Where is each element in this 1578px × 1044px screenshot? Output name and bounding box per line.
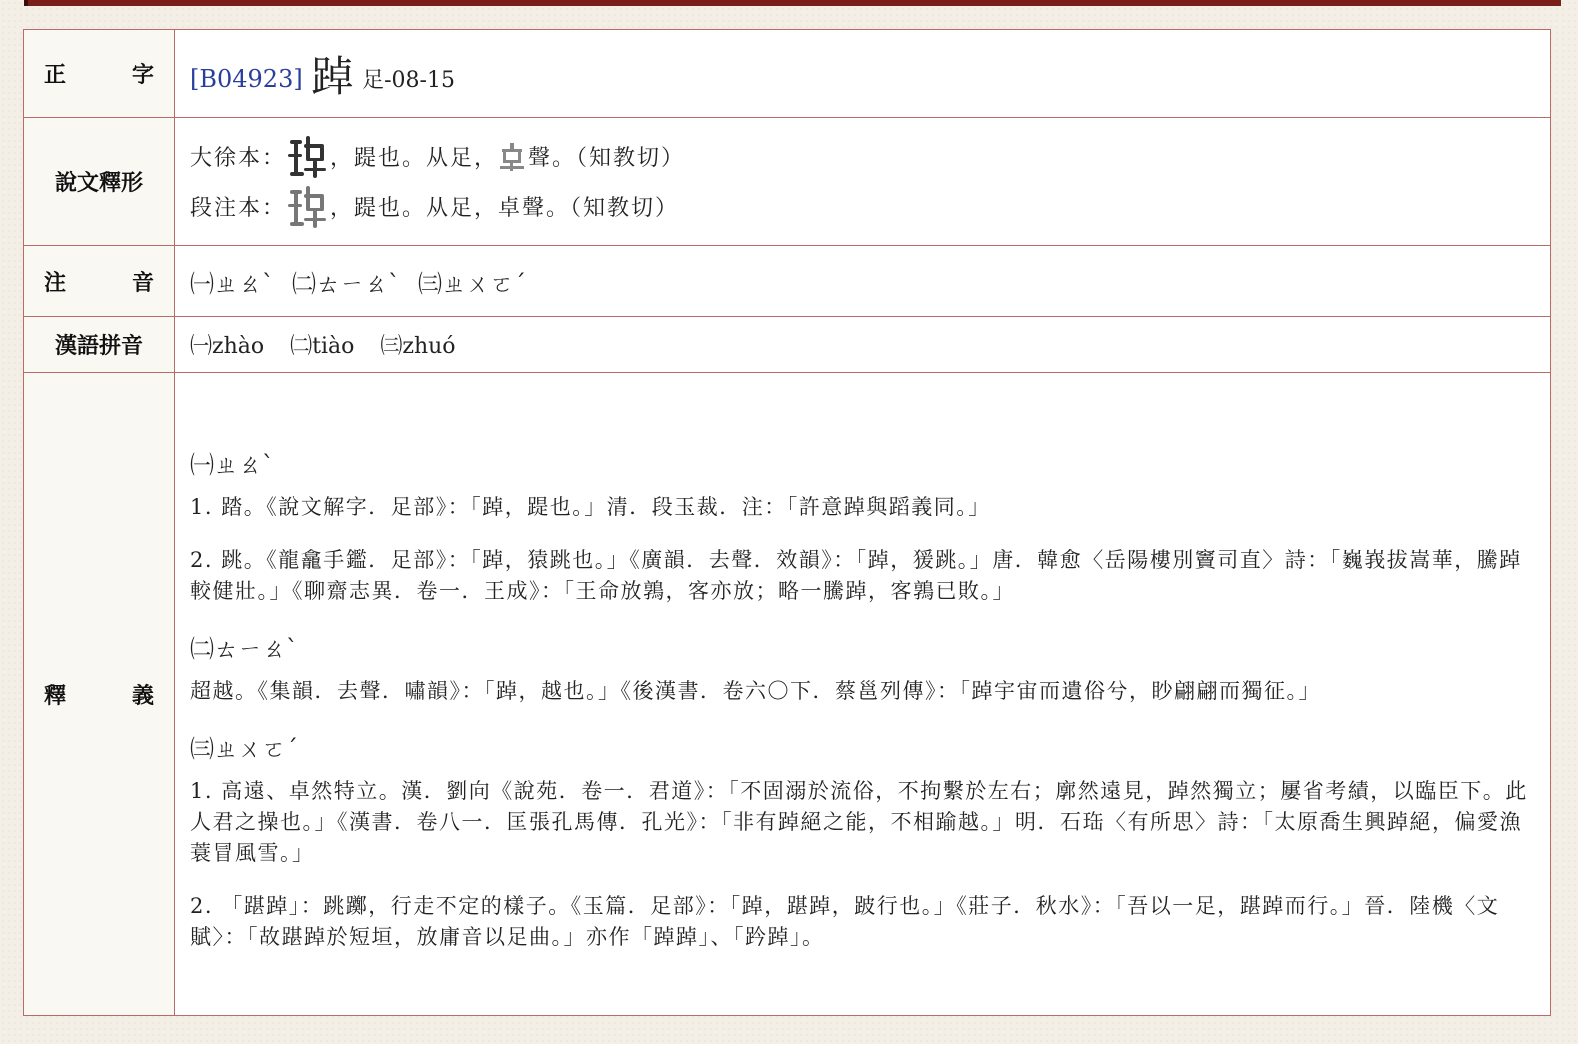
radical-stroke: 足-08-15 bbox=[362, 67, 455, 93]
definitions bbox=[190, 423, 1536, 965]
zhengzi-content bbox=[175, 30, 1551, 118]
pinyin-reading-2: ㈡tiào bbox=[290, 334, 355, 359]
definition-sense: 2. 「踸踔」：跳躑，行走不定的樣子。《玉篇．足部》：「踔，踸踔，跛行也。」《莊子．秋水》：「吾以一足，踸踔而行。」晉．陸機〈文賦〉：「故踸踔於短垣，放庸音以足曲。」亦作「踔踔」、「趻踔」。 bbox=[190, 894, 1500, 949]
row-shuowen bbox=[24, 118, 1551, 246]
shuowen-daxu-text-b: 聲。（知教切） bbox=[528, 146, 686, 171]
shuowen-line-daxu bbox=[190, 134, 1536, 180]
label-shuowen: 說文釋形 bbox=[24, 118, 175, 246]
definition-heading-2: ㈡ㄊㄧㄠˋ bbox=[190, 635, 298, 663]
zhuyin-content bbox=[175, 246, 1551, 317]
row-zhuyin bbox=[24, 246, 1551, 317]
label-shiyi: 釋 義 bbox=[24, 373, 175, 1016]
shuowen-duanzhu-prefix: 段注本： bbox=[190, 196, 287, 221]
shuowen-daxu-prefix: 大徐本： bbox=[190, 146, 287, 171]
zhuyin-reading-3: ㈢ㄓㄨㄛˊ bbox=[418, 269, 526, 298]
definition-heading-3: ㈢ㄓㄨㄛˊ bbox=[190, 735, 298, 763]
definition-sense: 超越。《集韻．去聲．嘯韻》：「踔，越也。」《後漢書．卷六〇下．蔡邕列傳》：「踔宇宙而遺俗兮，眇翩翩而獨征。」 bbox=[190, 679, 1321, 703]
seal-script-glyph-icon bbox=[288, 134, 328, 180]
zhuyin-list bbox=[190, 264, 1536, 299]
entry-character: 踔 bbox=[311, 51, 354, 101]
seal-script-component-icon bbox=[498, 143, 528, 171]
definition-sense: 2. 跳。《龍龕手鑑．足部》：「踔，猿跳也。」《廣韻．去聲．效韻》：「踔，猨跳。」唐．韓愈〈岳陽樓別竇司直〉詩：「巍峩拔嵩華，騰踔較健壯。」《聊齋志異．卷一．王成》：「王命放鶉，客亦放；略一騰踔，客鶉已敗。」 bbox=[190, 548, 1522, 603]
row-zhengzi bbox=[24, 30, 1551, 118]
zhuyin-reading-1: ㈠ㄓㄠˋ bbox=[190, 269, 274, 298]
definition-heading-1: ㈠ㄓㄠˋ bbox=[190, 451, 274, 479]
pinyin-content bbox=[175, 317, 1551, 373]
pinyin-reading-3: ㈢zhuó bbox=[380, 334, 456, 359]
shiyi-content bbox=[175, 373, 1551, 1016]
seal-script-glyph-icon bbox=[288, 184, 328, 230]
shuowen-line-duanzhu bbox=[190, 184, 1536, 230]
definition-sense: 1. 踏。《說文解字．足部》：「踔，踶也。」清．段玉裁．注：「許意踔與蹈義同。」 bbox=[190, 495, 991, 519]
entry-code-link[interactable]: [B04923] bbox=[190, 64, 303, 93]
row-pinyin bbox=[24, 317, 1551, 373]
dictionary-entry-table bbox=[23, 29, 1551, 1016]
shuowen-daxu-text-a: ，踶也。从足， bbox=[330, 146, 499, 171]
label-zhuyin: 注 音 bbox=[24, 246, 175, 317]
label-zhengzi: 正 字 bbox=[24, 30, 175, 118]
pinyin-list bbox=[190, 329, 1536, 360]
shuowen-duanzhu-text: ，踶也。从足，卓聲。（知教切） bbox=[330, 196, 680, 221]
label-pinyin: 漢語拼音 bbox=[24, 317, 175, 373]
top-banner-bar bbox=[24, 0, 1561, 6]
shuowen-content bbox=[175, 118, 1551, 246]
definition-sense: 1. 高遠、卓然特立。漢．劉向《說苑．卷一．君道》：「不固溺於流俗，不拘繫於左右；廓然遠見，踔然獨立；屢省考績，以臨臣下。此人君之操也。」《漢書．卷八一．匡張孔馬傳．孔光》：「非有踔絕之能，不相踰越。」明．石珤〈有所思〉詩：「太原喬生興踔絕，偏愛漁蓑冒風雪。」 bbox=[190, 779, 1528, 865]
zhuyin-reading-2: ㈡ㄊㄧㄠˋ bbox=[292, 269, 400, 298]
row-shiyi bbox=[24, 373, 1551, 1016]
pinyin-reading-1: ㈠zhào bbox=[190, 334, 265, 359]
